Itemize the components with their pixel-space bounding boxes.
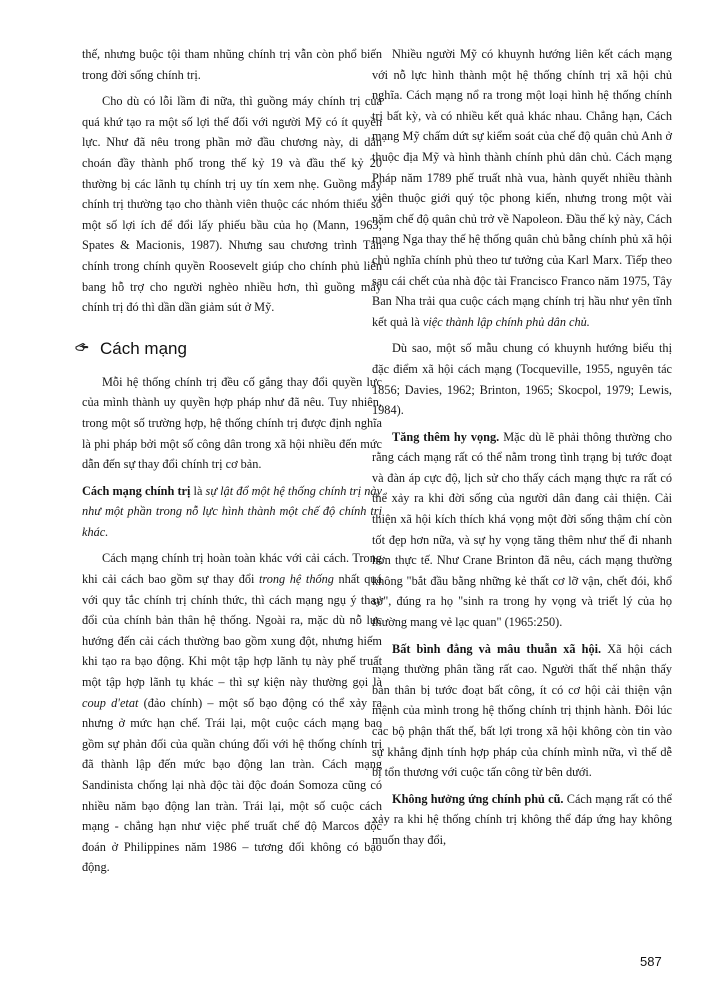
paragraph: thế, nhưng buộc tội tham nhũng chính trị vẫn còn phổ biến trong đời sống chính trị. <box>82 47 382 82</box>
right-column <box>372 44 672 857</box>
paragraph: Nhiều người Mỹ có khuynh hướng liên kết cách mạng với nỗ lực hình thành một hệ thống chính trị xã hội chủ nghĩa. Cách mạng nổ ra trong một loại hình hệ thống chính trị bất kỳ, và có nhiều kết quả khác nhau. Chẳng hạn, Cách mạng Mỹ chấm dứt sự kiểm soát của chế độ quân chủ Anh ở thuộc địa Mỹ và hình thành chính phủ dân chủ. Cách mạng Pháp năm 1789 phế truất nhà vua, hành quyết nhiều thành viên thuộc giới quý tộc phong kiến, nhưng trong một vài năm chế độ quân chủ trở về Napoleon. Đầu thế kỷ này, Cách mạng Nga thay thế hệ thống quân chủ bằng chính phủ xã hội chủ nghĩa chính phủ theo tư tưởng của Karl Marx. Tiếp theo sau cái chết của nhà độc tài Francisco Franco năm 1975, Tây Ban Nha trải qua cuộc cách mạng chính trị hầu như yên tĩnh kết quả là việc thành lập chính phủ dân chủ. <box>372 47 672 329</box>
paragraph: Cho dù có lỗi lầm đi nữa, thì guồng máy chính trị của quá khứ tạo ra một số lợi thế đối với người Mỹ có ít quyền lực. Như đã nêu trong phần mở đầu chương này, di dân choán đầy thành phố trong thế kỷ 19 và đầu thế kỷ 20 thường bị các lãnh tụ chính trị uy tín xem nhẹ. Guồng máy chính trị thường tạo cho thành viên thuộc các nhóm thiểu số một số lợi ích để đổi lấy phiếu bầu của họ (Mann, 1963; Spates & Macionis, 1987). Nhưng sau chương trình Tân chính trong chính quyền Roosevelt giúp cho chính phủ liên bang hỗ trợ cho người nghèo nhiều hơn, thì guồng máy chính trị đó thì dần dần giảm sút ở Mỹ. <box>82 94 382 315</box>
hand-pointer-icon <box>74 338 90 360</box>
section-heading <box>74 338 382 360</box>
paragraph: Tăng thêm hy vọng. Mặc dù lẽ phải thông thường cho rằng cách mạng rất có thể nằm trong tình trạng bị tước đoạt và đàn áp cực độ, lịch sử cho thấy cách mạng thực ra rất có thể xảy ra khi đời sống của người dân đang cải thiện. Cải thiện xã hội kích thích khá vọng một đời sống thậm chí còn tốt đẹp hơn nữa, và sự hy vọng tăng thêm như thế đi nhanh hơn thực tế. Như Crane Brinton đã nêu, cách mạng thường không "bắt đầu bằng những kẻ thất cơ lỡ vận, chết đói, khổ sở", đúng ra họ "sinh ra trong hy vọng và triết lý của họ thường mang vẻ lạc quan" (1965:250). <box>372 429 672 630</box>
page-number: 587 <box>640 954 662 969</box>
section-heading-text: Cách mạng <box>100 338 187 358</box>
left-column <box>82 44 382 884</box>
definition-paragraph: Cách mạng chính trị là sự lật đổ một hệ thống chính trị này như một phần trong nỗ lực hình thành một chế độ chính trị khác. <box>82 483 382 539</box>
subheading-inline: Tăng thêm hy vọng. <box>392 429 500 444</box>
key-term: Cách mạng chính trị <box>82 483 191 498</box>
paragraph: Không hưởng ứng chính phủ cũ. Cách mạng rất có thể xảy ra khi hệ thống chính trị không thể đáp ứng hay không muốn thay đổi, <box>372 791 673 847</box>
definition-text: sự lật đổ một hệ thống chính trị này như một phần trong nỗ lực hình thành một chế độ chính trị khác. <box>82 483 382 539</box>
paragraph: Cách mạng chính trị hoàn toàn khác với cải cách. Trong khi cải cách bao gồm sự thay đổi trong hệ thống nhất quá với quy tắc chính trị chính thức, thì cách mạng ngụ ý thay đổi của chính bản thân hệ thống. Ngoài ra, mặc dù nỗ lực hướng đến cải cách thường bao gồm xung đột, nhưng hiếm khi tạo ra bạo động. Khi một tập hợp lãnh tụ này phế truất một tập hợp lãnh tụ khác – thì sự kiện này thường gọi là coup d'etat (đảo chính) – một số bạo động có thể xảy ra nhưng ở mức hạn chế. Trái lại, một cuộc cách mạng bao gồm sự phản đối của quần chúng đối với hệ thống chính trị đã thành lập đến mức bạo động lan tràn. Cách mạng Sandinista chống lại nhà độc tài độc đoán Somoza cũng có nhiều năm bạo động lan tràn. Trái lại, một số cuộc cách mạng - chẳng hạn như việc phế truất chế độ Marcos độc đoán ở Philippines năm 1986 – tương đối không có bạo động. <box>82 551 382 875</box>
subheading-inline: Không hưởng ứng chính phủ cũ. <box>392 791 564 806</box>
paragraph: Mỗi hệ thống chính trị đều cố gắng thay đổi quyền lực của mình thành uy quyền hợp pháp như đã nêu. Tuy nhiên, trong một số trường hợp, hệ thống chính trị được định nghĩa là phi pháp bởi một số công dân trong xã hội nhiều đến mức dẫn đến sự thay đổi chính trị cơ bản. <box>82 374 382 472</box>
subheading-inline: Bất bình đẳng và mâu thuẫn xã hội. <box>392 641 602 656</box>
paragraph: Dù sao, một số mẫu chung có khuynh hướng biểu thị đặc điểm xã hội cách mạng (Tocqueville, 1955, nguyên tác 1856; Davies, 1962; Brinton, 1965; Skocpol, 1979; Lewis, 1984). <box>372 341 672 418</box>
paragraph: Bất bình đẳng và mâu thuẫn xã hội. Xã hội cách mạng thường phân tầng rất cao. Người thất thế nhận thấy bản thân bị tước đoạt bất công, ít có cơ hội cải thiện vận mệnh của mình trong hệ thống chính trị thịnh hành. Đôi lúc các bộ phận thất thế, bất lợi trong xã hội không còn tin vào sự khẳng định tính hợp pháp của chính mình nữa, vì thế dễ bị tổn thương với cuộc tấn công từ bên dưới. <box>372 641 673 780</box>
